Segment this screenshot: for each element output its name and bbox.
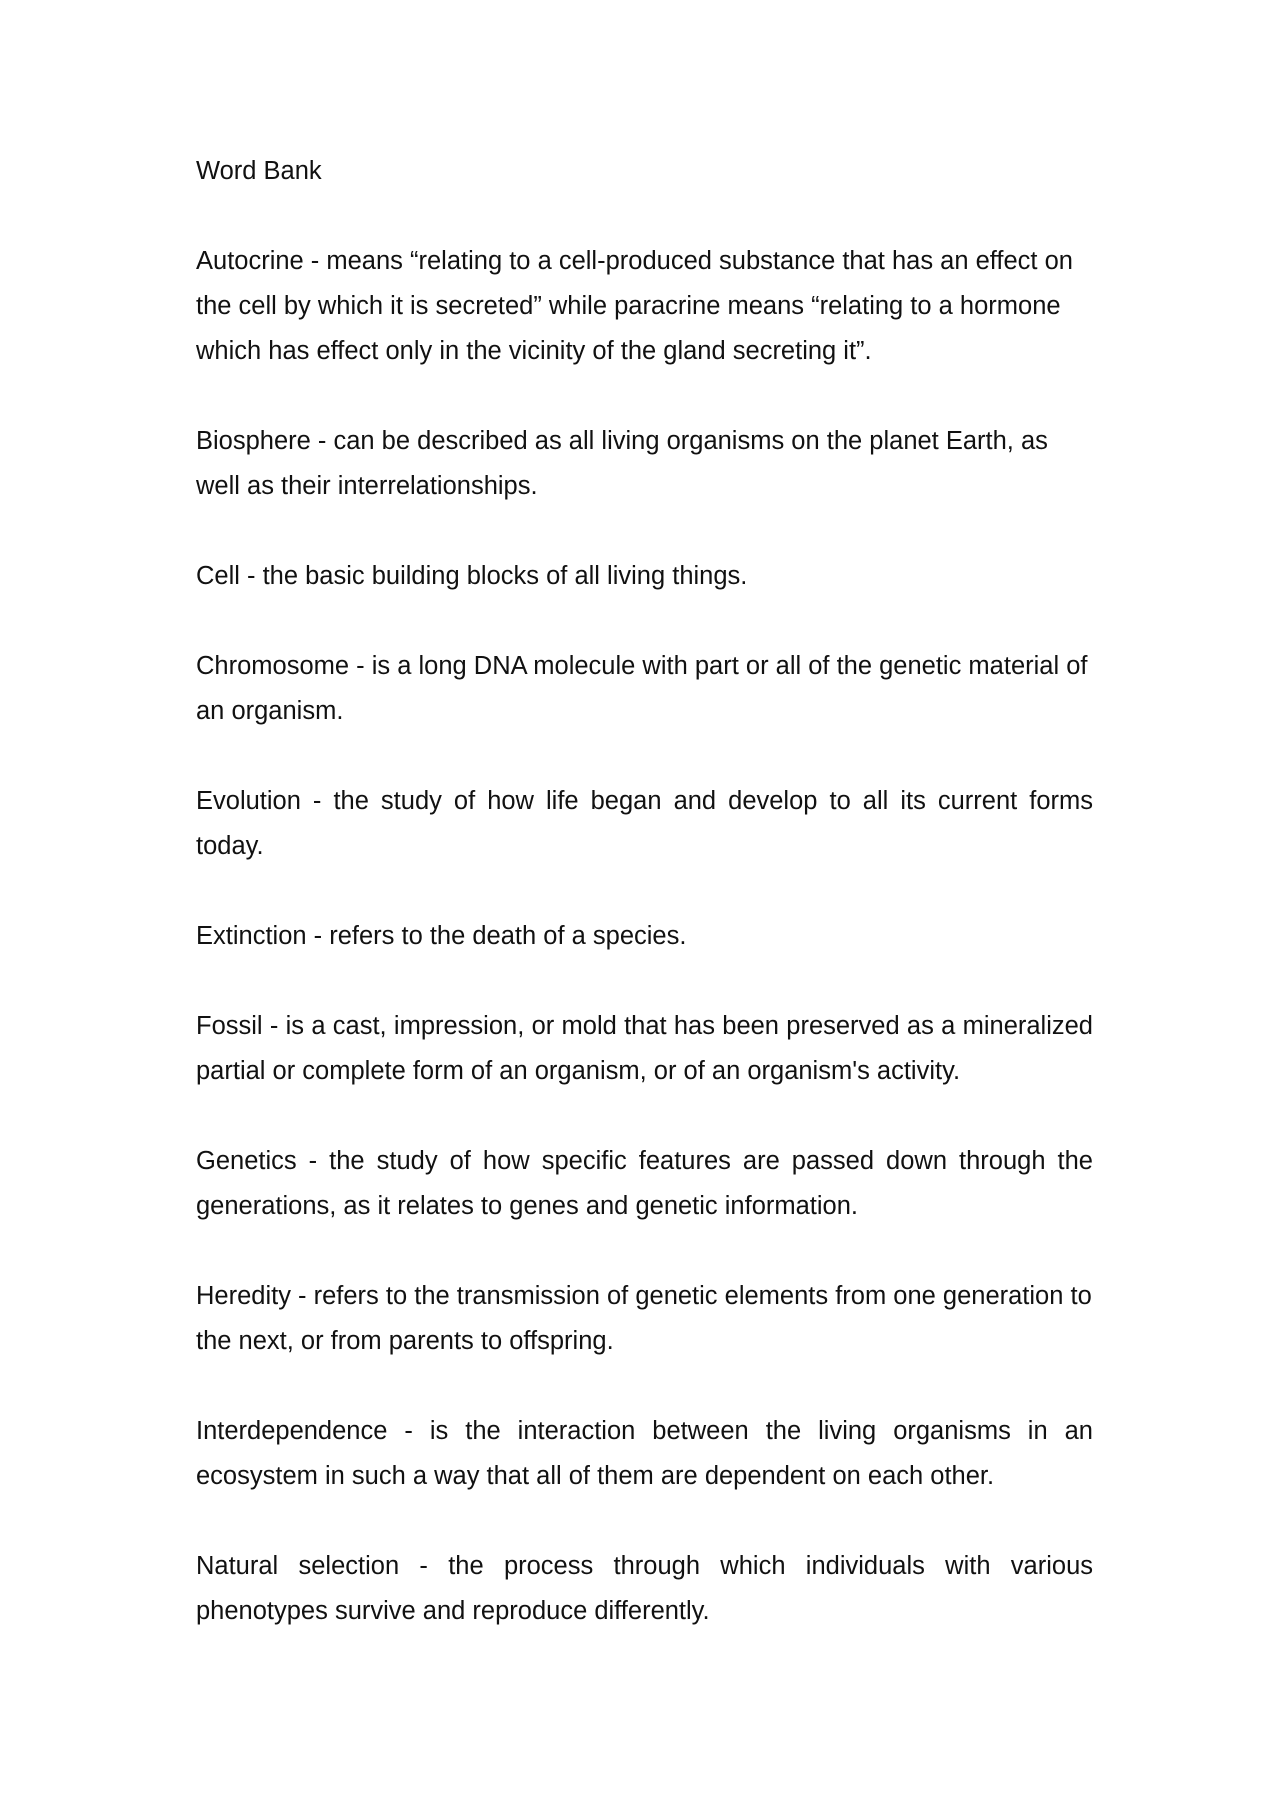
glossary-entry-interdependence: Interdependence - is the interaction between the living organisms in an ecosystem in such a way that all of them are dependent on each other. bbox=[196, 1417, 1093, 1490]
glossary-entry-biosphere: Biosphere - can be described as all living organisms on the planet Earth, as well as their interrelationships. bbox=[196, 427, 1048, 500]
glossary-entry-autocrine: Autocrine - means “relating to a cell-produced substance that has an effect on the cell by which it is secreted” while paracrine means “relating to a hormone which has effect only in the vicinity of the gland secreting it”. bbox=[196, 247, 1073, 365]
glossary-entry-evolution: Evolution - the study of how life began and develop to all its current forms today. bbox=[196, 787, 1093, 860]
glossary-entry-genetics: Genetics - the study of how specific features are passed down through the generations, as it relates to genes and genetic information. bbox=[196, 1147, 1093, 1220]
glossary-entry-extinction: Extinction - refers to the death of a species. bbox=[196, 922, 687, 950]
document-body bbox=[196, 149, 1093, 1679]
glossary-entry-heredity: Heredity - refers to the transmission of genetic elements from one generation to the next, or from parents to offspring. bbox=[196, 1282, 1092, 1355]
glossary-entry-fossil: Fossil - is a cast, impression, or mold that has been preserved as a mineralized partial or complete form of an organism, or of an organism's activity. bbox=[196, 1012, 1093, 1085]
glossary-entry-natural-selection: Natural selection - the process through which individuals with various phenotypes survive and reproduce differently. bbox=[196, 1552, 1093, 1625]
glossary-entry-cell: Cell - the basic building blocks of all living things. bbox=[196, 562, 748, 590]
glossary-entry-chromosome: Chromosome - is a long DNA molecule with part or all of the genetic material of an organism. bbox=[196, 652, 1088, 725]
page-title: Word Bank bbox=[196, 157, 322, 185]
